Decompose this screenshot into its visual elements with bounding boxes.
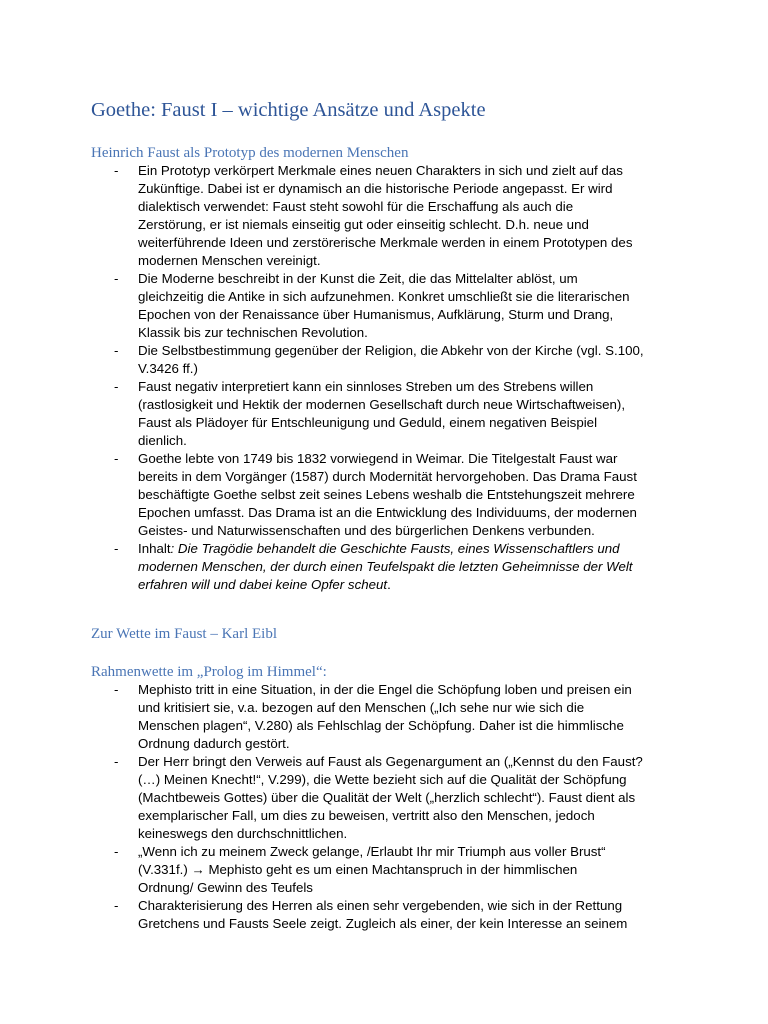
subheading-rahmenwette: Rahmenwette im „Prolog im Himmel“: bbox=[91, 664, 327, 680]
bullet-dash: - bbox=[114, 682, 119, 697]
text-line bbox=[138, 576, 700, 594]
text-line: dienlich. bbox=[138, 433, 187, 448]
text-line: dialektisch verwendet: Faust steht sowohl für die Erschaffung als auch die bbox=[138, 199, 574, 214]
text-line: Zerstörung, er ist niemals einseitig gut oder einseitig schlecht. D.h. neue und bbox=[138, 217, 589, 232]
bullet-list-prototyp bbox=[0, 162, 700, 594]
inhalt-text: erfahren will und dabei keine Opfer scheut bbox=[138, 577, 388, 592]
bullet-dash: - bbox=[114, 343, 119, 358]
text-line: Gretchens und Fausts Seele zeigt. Zugleich als einer, der kein Interesse an seinem bbox=[138, 916, 628, 931]
text-line: Faust als Plädoyer für Entschleunigung und Geduld, einem negativen Beispiel bbox=[138, 415, 598, 430]
text-line: Geistes- und Naturwissenschaften und des bürgerlichen Denkens verbunden. bbox=[138, 523, 595, 538]
document-title: Goethe: Faust I – wichtige Ansätze und Aspekte bbox=[91, 99, 486, 121]
list-item bbox=[0, 270, 700, 342]
bullet-dash: - bbox=[114, 379, 119, 394]
section-heading-prototyp: Heinrich Faust als Prototyp des modernen Menschen bbox=[91, 145, 409, 161]
text-line: (V.331f.) → Mephisto geht es um einen Machtanspruch in der himmlischen bbox=[138, 862, 578, 877]
bullet-dash: - bbox=[114, 898, 119, 913]
bullet-dash: - bbox=[114, 271, 119, 286]
text-line: Faust negativ interpretiert kann ein sinnloses Streben um des Strebens willen bbox=[138, 379, 594, 394]
text-line: bereits in dem Vorgänger (1587) durch Modernität hervorgehoben. Das Drama Faust bbox=[138, 469, 637, 484]
bullet-dash: - bbox=[114, 451, 119, 466]
text-line: Mephisto tritt in eine Situation, in der die Engel die Schöpfung loben und preisen ein bbox=[138, 682, 632, 697]
text-line: Epochen umfasst. Das Drama ist an die Entwicklung des Individuums, der modernen bbox=[138, 505, 637, 520]
list-item bbox=[0, 450, 700, 540]
text-line: keineswegs den durchschnittlichen. bbox=[138, 826, 348, 841]
text-line: (…) Meinen Knecht!“, V.299), die Wette bezieht sich auf die Qualität der Schöpfung bbox=[138, 772, 627, 787]
text-line: Ein Prototyp verkörpert Merkmale eines neuen Charakters in sich und zielt auf das bbox=[138, 163, 623, 178]
list-item bbox=[0, 843, 700, 897]
list-item bbox=[0, 378, 700, 450]
text-line: Die Selbstbestimmung gegenüber der Religion, die Abkehr von der Kirche (vgl. S.100, bbox=[138, 343, 644, 358]
text-line: und kritisiert sie, v.a. bezogen auf den Menschen („Ich sehe nur wie sich die bbox=[138, 700, 585, 715]
text-line: Die Moderne beschreibt in der Kunst die Zeit, die das Mittelalter ablöst, um bbox=[138, 271, 578, 286]
text-line: Ordnung dadurch gestört. bbox=[138, 736, 290, 751]
text-line: Klassik bis zur technischen Revolution. bbox=[138, 325, 368, 340]
bullet-dash: - bbox=[114, 754, 119, 769]
list-item bbox=[0, 897, 700, 933]
list-item bbox=[0, 342, 700, 378]
text-line: modernen Menschen, der durch einen Teufelspakt die letzten Geheimnisse der Welt bbox=[138, 559, 633, 574]
text-line: (rastlosigkeit und Hektik der modernen Gesellschaft durch neue Wirtschaftweisen), bbox=[138, 397, 626, 412]
text-line bbox=[138, 540, 700, 558]
text-line: Epochen von der Renaissance über Humanismus, Aufklärung, Sturm und Drang, bbox=[138, 307, 614, 322]
text-line: „Wenn ich zu meinem Zweck gelange, /Erlaubt Ihr mir Triumph aus voller Brust“ bbox=[138, 844, 606, 859]
list-item bbox=[0, 681, 700, 753]
text-line: V.3426 ff.) bbox=[138, 361, 198, 376]
text-line: Der Herr bringt den Verweis auf Faust als Gegenargument an („Kennst du den Faust? bbox=[138, 754, 643, 769]
inhalt-label: Inhalt bbox=[138, 541, 171, 556]
text-line: (Machtbeweis Gottes) über die Qualität der Welt („herzlich schlecht“). Faust dient als bbox=[138, 790, 636, 805]
bullet-dash: - bbox=[114, 844, 119, 859]
text-line: Menschen plagen“, V.280) als Fehlschlag der Schöpfung. Daher ist die himmlische bbox=[138, 718, 624, 733]
bullet-list-wette bbox=[0, 681, 700, 933]
text-line: Charakterisierung des Herren als einen sehr vergebenden, wie sich in der Rettung bbox=[138, 898, 623, 913]
inhalt-end: . bbox=[387, 577, 391, 592]
list-item bbox=[0, 753, 700, 843]
list-item bbox=[0, 162, 700, 270]
list-item-inhalt bbox=[0, 540, 700, 594]
text-line: modernen Menschen vereinigt. bbox=[138, 253, 321, 268]
text-line: Ordnung/ Gewinn des Teufels bbox=[138, 880, 313, 895]
text-line: exemplarischer Fall, um dies zu beweisen, vertritt also den Menschen, jedoch bbox=[138, 808, 595, 823]
text-line: weiterführende Ideen und zerstörerische Merkmale werden in einem Prototypen des bbox=[138, 235, 633, 250]
inhalt-text: : Die Tragödie behandelt die Geschichte Fausts, eines Wissenschaftlers und bbox=[170, 541, 620, 556]
text-line: Zukünftige. Dabei ist er dynamisch an die historische Periode angepasst. Er wird bbox=[138, 181, 613, 196]
section-heading-wette: Zur Wette im Faust – Karl Eibl bbox=[91, 626, 277, 642]
text-line: beschäftigte Goethe selbst zeit seines Lebens weshalb die Entstehungszeit mehrere bbox=[138, 487, 635, 502]
bullet-dash: - bbox=[114, 163, 119, 178]
text-line: gleichzeitig die Antike in sich aufzunehmen. Konkret umschließt sie die literarischen bbox=[138, 289, 630, 304]
text-line: Goethe lebte von 1749 bis 1832 vorwiegend in Weimar. Die Titelgestalt Faust war bbox=[138, 451, 618, 466]
bullet-dash: - bbox=[114, 541, 119, 556]
